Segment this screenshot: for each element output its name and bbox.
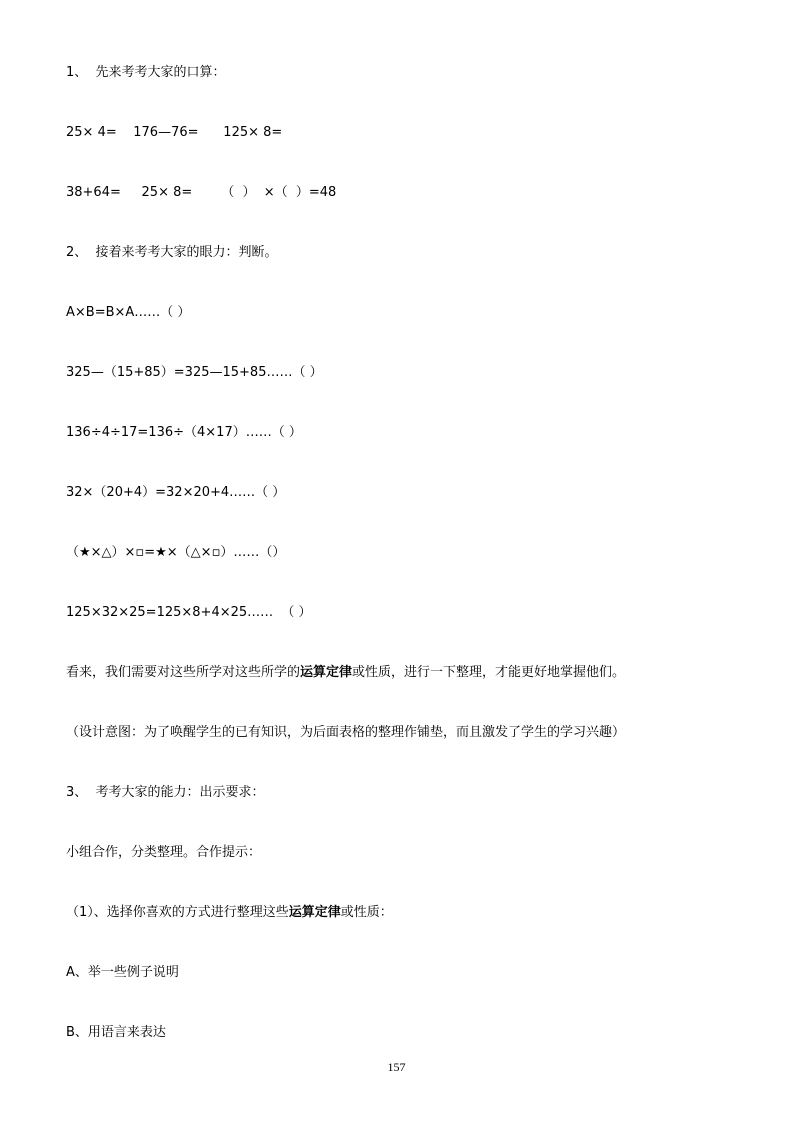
summary-text-after: 或性质，进行一下整理，才能更好地掌握他们。 (352, 665, 626, 680)
page-number: 157 (387, 1060, 406, 1074)
section-3-heading: 3、 考考大家的能力：出示要求： (66, 785, 265, 800)
group-work-line: 小组合作，分类整理。合作提示： (66, 845, 262, 860)
judge-item-4: 32×（20+4）=32×20+4……（ ） (66, 485, 286, 500)
summary-bold-term: 运算定律 (300, 665, 353, 680)
judge-item-3: 136÷4÷17=136÷（4×17）……（ ） (66, 425, 302, 440)
hint-1 (66, 904, 393, 922)
option-b: B、用语言来表达 (66, 1025, 166, 1040)
section-1-heading: 1、 先来考考大家的口算： (66, 65, 226, 80)
design-intent-note: （设计意图：为了唤醒学生的已有知识，为后面表格的整理作铺垫，而且激发了学生的学习兴趣） (66, 725, 626, 740)
judge-item-5: （★×△）×▫=★×（△×▫）……（） (66, 545, 286, 560)
summary-paragraph (66, 664, 625, 682)
hint-1-text-after: 或性质： (340, 905, 393, 920)
judge-item-1: A×B=B×A……（ ） (66, 305, 191, 320)
judge-item-2: 325—（15+85）=325—15+85……（ ） (66, 365, 323, 380)
oral-calc-row-1: 25× 4= 176—76= 125× 8= (66, 125, 283, 140)
section-2-heading: 2、 接着来考考大家的眼力：判断。 (66, 245, 278, 260)
hint-1-text-before: （1）、选择你喜欢的方式进行整理这些 (66, 905, 289, 920)
hint-1-bold-term: 运算定律 (288, 905, 341, 920)
summary-text-before: 看来，我们需要对这些所学对这些所学的 (66, 665, 301, 680)
option-a: A、举一些例子说明 (66, 965, 179, 980)
oral-calc-row-2: 38+64= 25× 8= （ ） ×（ ）=48 (66, 185, 337, 200)
judge-item-6: 125×32×25=125×8+4×25…… （ ） (66, 605, 312, 620)
